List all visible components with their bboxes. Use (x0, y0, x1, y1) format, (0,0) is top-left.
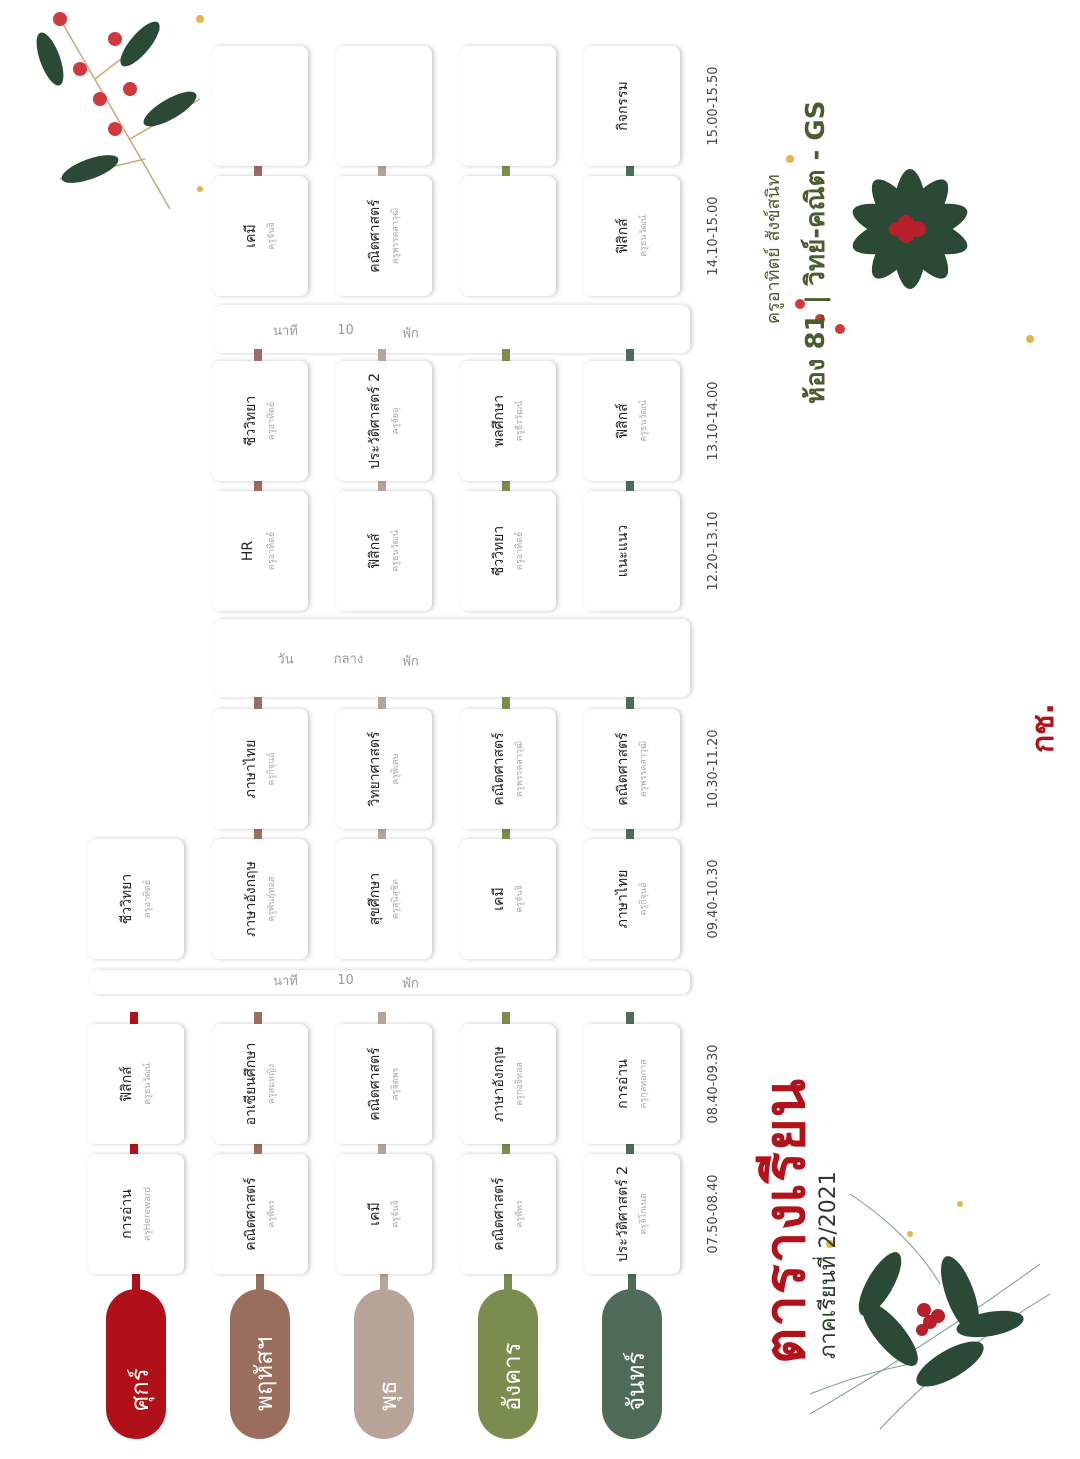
subject-card (336, 361, 432, 481)
teacher-name: ครูกิจุนอ์ (267, 752, 277, 786)
time-slot-label: 13.10-14.00 (706, 381, 721, 461)
subject-name: ประวัติศาสตร์ 2 (615, 1165, 631, 1263)
card-connector (626, 1012, 634, 1024)
day-name: ศุกร์ (126, 1368, 154, 1411)
teacher-name: ครูHereward (143, 1186, 153, 1242)
time-slot-label: 12.20-13.10 (706, 511, 721, 591)
subject-name: คณิตศาสตร์ (367, 1047, 383, 1121)
teacher-name: ครูธนวัฒน์ (143, 1063, 153, 1105)
card-connector (626, 697, 634, 709)
teacher-name: ครูธนวัฒน์ (639, 215, 649, 257)
subject-name: ประวัติศาสตร์ 2 (367, 372, 383, 470)
time-slot-label: 07.50-08.40 (706, 1174, 721, 1254)
subject-card (336, 176, 432, 296)
subject-name: ฟิสิกส์ (615, 403, 631, 439)
subject-card (212, 1154, 308, 1274)
subject-name: ชีววิทยา (491, 525, 507, 577)
card-connector (502, 697, 510, 709)
teacher-name: ครูกิจุนอ์ (639, 882, 649, 916)
room-title: ห้อง 81 | วิทย์-คณิต - GS (801, 100, 831, 404)
short-break-2-word: นาที (273, 324, 298, 340)
subject-name: วิทยาศาสตร์ (367, 731, 383, 807)
teacher-name: ครูพิเศษ (391, 753, 401, 785)
time-slot-label: 09.40-10.30 (706, 859, 721, 939)
teacher-name: ครูธนวัฒน์ (639, 400, 649, 442)
card-connector (378, 1012, 386, 1024)
day-name: อังคาร (498, 1342, 526, 1411)
subject-card (460, 176, 556, 296)
short-break-1-word: พัก (402, 976, 419, 992)
subject-card (212, 176, 308, 296)
teacher-name: ครูจัยอุ (391, 407, 401, 435)
card-connector (378, 697, 386, 709)
subject-card (584, 839, 680, 959)
teacher-name: ครูพรรคสาวุฒิ (515, 740, 525, 798)
day-label-1 (478, 1289, 538, 1439)
berry-branch-decoration (20, 0, 220, 219)
short-break-1-word: นาที (273, 974, 298, 990)
subject-name: แนะแนว (615, 524, 631, 578)
time-slot-label: 10.30-11.20 (706, 729, 721, 809)
subject-name: คณิตศาสตร์ (491, 732, 507, 806)
subject-name: ภาษาไทย (615, 869, 631, 929)
teacher-name: ครูอาทิตย์ (515, 531, 525, 571)
subject-name: ภาษาอังกฤษ (491, 1046, 507, 1122)
day-name: จันทร์ (622, 1351, 650, 1411)
lunch-break-word: กลาง (333, 651, 364, 667)
subject-name: ชีววิทยา (243, 395, 259, 447)
lunch-break-word: วัน (277, 652, 294, 668)
teacher-name: ครูพีพร (267, 1200, 277, 1228)
short-break-1 (90, 970, 690, 994)
time-slot-label: 15.00-15.50 (706, 66, 721, 146)
subject-name: ภาษาไทย (243, 739, 259, 799)
subject-card (584, 46, 680, 166)
day-name: พฤหัสฯ (250, 1336, 278, 1411)
time-slot-label: 14.10-15.00 (706, 196, 721, 276)
teacher-name: ครูสุนิสุชิต (391, 879, 401, 919)
subject-name: คณิตศาสตร์ (367, 199, 383, 273)
homeroom-teacher: ครูอาทิตย์ สังข์สนิท (763, 174, 784, 324)
subject-name: เคมี (243, 224, 259, 248)
subject-name: กิจกรรม (615, 81, 631, 131)
card-connector (626, 349, 634, 361)
subject-name: ฟิสิกส์ (367, 533, 383, 569)
teacher-name: ครูพรรคสาวุฒิ (639, 740, 649, 798)
teacher-name: ครูธนวัฒน์ (391, 530, 401, 572)
subject-name: คณิตศาสตร์ (243, 1177, 259, 1251)
teacher-name: ครูจันจิ (391, 1200, 401, 1228)
subject-card (584, 176, 680, 296)
subject-card (584, 709, 680, 829)
teacher-name: ครูอาทิตย์ (267, 401, 277, 441)
subject-name: คณิตศาสตร์ (615, 732, 631, 806)
short-break-1-word: 10 (337, 973, 354, 989)
subject-card (460, 491, 556, 611)
subject-name: คณิตศาสตร์ (491, 1177, 507, 1251)
teacher-name: ครูกอจิทอส (515, 1062, 525, 1106)
day-name: พุธ (374, 1380, 402, 1411)
subject-card (460, 1154, 556, 1274)
semester-label: ภาคเรียนที่ 2/2021 (816, 1171, 841, 1359)
subject-card (460, 709, 556, 829)
short-break-2-word: 10 (337, 323, 354, 339)
page-title: ตารางเรียน (753, 1078, 818, 1364)
teacher-name: ครูสมหญิง (267, 1063, 277, 1105)
subject-card (212, 361, 308, 481)
card-connector (254, 1012, 262, 1024)
subject-name: การอ่าน (615, 1059, 631, 1109)
subject-card (584, 1024, 680, 1144)
day-label-0 (602, 1289, 662, 1439)
subject-card (88, 1024, 184, 1144)
subject-card (212, 839, 308, 959)
subject-card (336, 491, 432, 611)
subject-name: เคมี (491, 887, 507, 911)
teacher-name: ครูจิตพร (391, 1067, 401, 1101)
subject-name: ชีววิทยา (119, 873, 135, 925)
subject-name: ฟิสิกส์ (615, 218, 631, 254)
subject-card (460, 46, 556, 166)
card-connector (502, 349, 510, 361)
subject-card (336, 1154, 432, 1274)
subject-name: พลศึกษา (491, 394, 507, 448)
card-connector (254, 697, 262, 709)
card-connector (502, 1012, 510, 1024)
subject-name: อาเซียนศึกษา (243, 1042, 259, 1126)
teacher-name: ครูพีพร (515, 1200, 525, 1228)
brand-mark: กช. (1026, 703, 1061, 753)
subject-card (460, 1024, 556, 1144)
subject-name: ฟิสิกส์ (119, 1066, 135, 1102)
subject-card (584, 1154, 680, 1274)
card-connector (254, 349, 262, 361)
subject-card (336, 709, 432, 829)
subject-card (336, 1024, 432, 1144)
subject-card (336, 839, 432, 959)
teacher-name: ครูกุลทอกาส (639, 1059, 649, 1109)
subject-name: สุขศึกษา (367, 872, 383, 926)
teacher-name: ครูอาทิตย์ (267, 531, 277, 571)
subject-card (584, 361, 680, 481)
subject-card (212, 491, 308, 611)
card-connector (378, 349, 386, 361)
day-label-3 (230, 1289, 290, 1439)
subject-name: การอ่าน (119, 1189, 135, 1239)
subject-name: เคมี (367, 1202, 383, 1226)
subject-card (460, 839, 556, 959)
subject-card (212, 709, 308, 829)
subject-name: ภาษาอังกฤษ (243, 861, 259, 937)
subject-card (88, 839, 184, 959)
teacher-name: ครูจันจิ (267, 222, 277, 250)
subject-name: HR (240, 540, 256, 562)
teacher-name: ครูจันจิ (515, 885, 525, 913)
subject-card (212, 1024, 308, 1144)
teacher-name: ครูอาทิตย์ (143, 879, 153, 919)
time-slot-label: 08.40-09.30 (706, 1044, 721, 1124)
subject-card (88, 1154, 184, 1274)
teacher-name: ครูจิโกเนต (639, 1193, 649, 1235)
subject-card (336, 46, 432, 166)
short-break-2-word: พัก (402, 326, 419, 342)
lunch-break-word: พัก (402, 654, 419, 670)
day-label-2 (354, 1289, 414, 1439)
card-connector (130, 1012, 138, 1024)
day-label-4 (106, 1289, 166, 1439)
teacher-name: ครูพันธุ์ทอส (267, 876, 277, 922)
subject-card (460, 361, 556, 481)
subject-card (212, 46, 308, 166)
subject-card (584, 491, 680, 611)
teacher-name: ครูธีรวัฒน์ (515, 400, 525, 442)
teacher-name: ครูพรรคสาวุฒิ (391, 207, 401, 265)
